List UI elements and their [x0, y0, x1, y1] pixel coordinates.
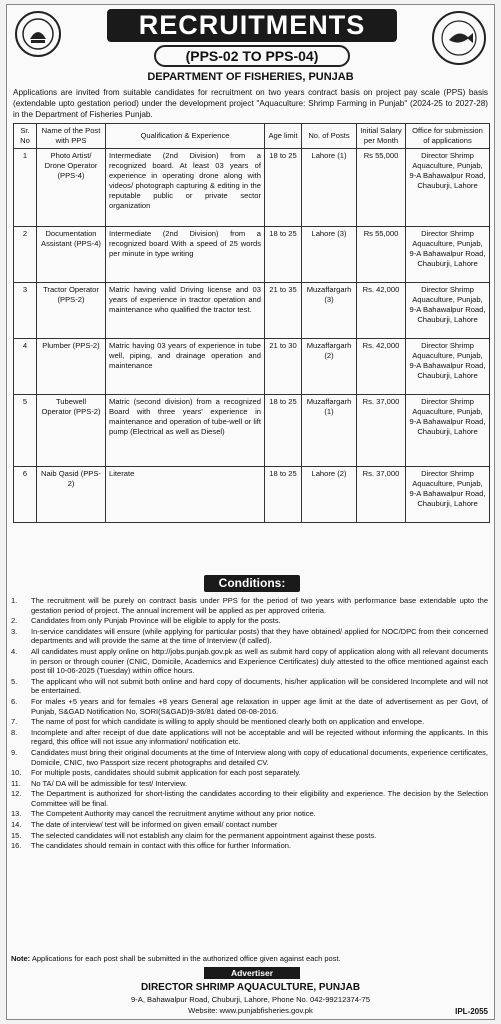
condition-number: 16.	[11, 841, 22, 851]
footer-organization: DIRECTOR SHRIMP AQUACULTURE, PUNJAB	[140, 982, 361, 993]
header-salary: Initial Salary per Month	[357, 124, 406, 149]
row-posts: Lahore (2)	[302, 467, 357, 523]
condition-number: 3.	[11, 626, 18, 636]
list-item	[11, 596, 488, 615]
row-sr: 5	[14, 395, 37, 467]
table-row	[14, 339, 490, 395]
list-item	[11, 717, 488, 727]
row-posts: Lahore (3)	[302, 227, 357, 283]
row-salary: Rs. 37,000	[357, 395, 406, 467]
row-salary: Rs 55,000	[357, 227, 406, 283]
row-sr: 1	[14, 149, 37, 227]
condition-text: The date of interview/ test will be informed on given email/ contact number	[31, 820, 278, 830]
table-row	[14, 227, 490, 283]
row-qualification: Matric having 03 years of experience in tube well, piping, and drainage operation and maintenance	[106, 339, 265, 395]
header-post-name: Name of the Post with PPS	[37, 124, 106, 149]
conditions-list	[11, 596, 488, 852]
condition-text: No TA/ DA will be admissible for test/ Interview.	[31, 778, 188, 788]
condition-text: The applicant who will not submit both online and hard copy of documents, his/her application will be considered Incomplete and will not be entertained.	[31, 676, 488, 696]
row-post: Plumber (PPS-2)	[37, 339, 106, 395]
table-row	[14, 149, 490, 227]
row-office: Director Shrimp Aquaculture, Punjab, 9-A Bahawalpur Road, Chauburji, Lahore	[406, 283, 490, 339]
condition-number: 2.	[11, 616, 18, 626]
row-post: Documentation Assistant (PPS-4)	[37, 227, 106, 283]
list-item	[11, 789, 488, 808]
row-office: Director Shrimp Aquaculture, Punjab, 9-A Bahawalpur Road, Chauburji, Lahore	[406, 467, 490, 523]
row-age: 21 to 30	[265, 339, 302, 395]
row-office: Director Shrimp Aquaculture, Punjab, 9-A Bahawalpur Road, Chauburji, Lahore	[406, 339, 490, 395]
condition-number: 4.	[11, 646, 18, 656]
advertiser-label: Advertiser	[204, 967, 300, 979]
list-item	[11, 779, 488, 789]
conditions-heading: Conditions:	[204, 575, 300, 592]
row-qualification: Intermediate (2nd Division) from a recognized board. At least 03 years of experience in operating drone along with videos/ photograph capturing & editing in the reputable public or private sector organization	[106, 149, 265, 227]
header-sr-no: Sr. No	[14, 124, 37, 149]
row-posts: Muzaffargarh (1)	[302, 395, 357, 467]
header-office: Office for submission of applications	[406, 124, 490, 149]
row-sr: 6	[14, 467, 37, 523]
row-posts: Muzaffargarh (3)	[302, 283, 357, 339]
row-age: 21 to 35	[265, 283, 302, 339]
page-title: RECRUITMENTS	[107, 9, 397, 42]
condition-text: The name of post for which candidate is willing to apply should be mentioned clearly both on application and envelope.	[31, 717, 425, 727]
row-salary: Rs. 37,000	[357, 467, 406, 523]
row-qualification: Matric having valid Driving license and 03 years of experience in tractor operation and maintenance who qualified the tractor test.	[106, 283, 265, 339]
note	[11, 954, 488, 964]
list-item	[11, 616, 488, 626]
row-posts: Lahore (1)	[302, 149, 357, 227]
row-qualification: Matric (second division) from a recognized Board with three years' experience in maintenance and operation of tube-well or lift pump (Electrical as well as Diesel)	[106, 395, 265, 467]
row-post: Photo Artist/ Drone Operator (PPS-4)	[37, 149, 106, 227]
intro-paragraph: Applications are invited from suitable candidates for recruitment on two years contract basis on project pay scale (PPS) basis (extendable upto gestation period) under the development project "Aquaculture: Shrimp Farming in Punjab" (2024-25 to 2027-28) in the Department of Fisheries Punjab.	[13, 88, 488, 119]
row-office: Director Shrimp Aquaculture, Punjab, 9-A Bahawalpur Road, Chauburji, Lahore	[406, 395, 490, 467]
list-item	[11, 677, 488, 696]
row-age: 18 to 25	[265, 467, 302, 523]
row-sr: 3	[14, 283, 37, 339]
condition-text: Candidates must bring their original documents at the time of Interview along with copy of educational documents, experience certificates, Domicile, CNIC, two Passport size recent photographs and detailed CV.	[31, 747, 488, 767]
pay-scale-range: (PPS-02 TO PPS-04)	[154, 45, 350, 67]
header	[7, 5, 494, 81]
condition-number: 9.	[11, 747, 18, 757]
list-item	[11, 647, 488, 676]
condition-number: 8.	[11, 727, 18, 737]
list-item	[11, 728, 488, 747]
condition-number: 7.	[11, 717, 18, 727]
condition-number: 5.	[11, 676, 18, 686]
condition-number: 13.	[11, 809, 22, 819]
footer-website: Website: www.punjabfisheries.gov.pk	[188, 1006, 313, 1015]
row-age: 18 to 25	[265, 227, 302, 283]
condition-text: For multiple posts, candidates should submit application for each post separately.	[31, 768, 301, 778]
note-label: Note:	[11, 954, 31, 963]
row-office: Director Shrimp Aquaculture, Punjab, 9-A Bahawalpur Road, Chauburji, Lahore	[406, 149, 490, 227]
footer	[7, 981, 494, 1016]
condition-number: 10.	[11, 768, 22, 778]
list-item	[11, 809, 488, 819]
note-text: Applications for each post shall be submitted in the authorized office given against each post.	[31, 954, 341, 963]
row-age: 18 to 25	[265, 395, 302, 467]
list-item	[11, 768, 488, 778]
list-item	[11, 697, 488, 716]
condition-number: 15.	[11, 830, 22, 840]
row-posts: Muzaffargarh (2)	[302, 339, 357, 395]
fish-icon	[439, 18, 479, 58]
posts-table	[13, 123, 490, 523]
table-row	[14, 395, 490, 467]
condition-number: 6.	[11, 696, 18, 706]
condition-text: The Department is authorized for short-listing the candidates according to their eligibility and experience. The decision by the Selection Committee will be final.	[31, 789, 488, 808]
row-post: Naib Qasid (PPS-2)	[37, 467, 106, 523]
header-no-of-posts: No. of Posts	[302, 124, 357, 149]
row-age: 18 to 25	[265, 149, 302, 227]
ipl-number: IPL-2055	[455, 1007, 488, 1016]
condition-number: 11.	[11, 778, 21, 788]
punjab-government-logo	[15, 11, 61, 57]
row-sr: 4	[14, 339, 37, 395]
list-item	[11, 627, 488, 646]
row-salary: Rs. 42,000	[357, 339, 406, 395]
row-post: Tractor Operator (PPS-2)	[37, 283, 106, 339]
row-salary: Rs. 42,000	[357, 283, 406, 339]
condition-text: The recruitment will be purely on contract basis under PPS for the period of two years with performance base extendable upto the gestation period of project. The annual increment will be applied as per approved criteria.	[31, 596, 488, 615]
row-sr: 2	[14, 227, 37, 283]
row-post: Tubewell Operator (PPS-2)	[37, 395, 106, 467]
condition-text: Incomplete and after receipt of due date applications will not be acceptable and will be rejected without informing the applicants. In this regard, this office will not issue any information/ notification etc.	[31, 727, 488, 747]
condition-number: 12.	[11, 789, 22, 799]
condition-text: The candidates should remain in contact with this office for further Information.	[31, 841, 291, 851]
header-age-limit: Age limit	[265, 124, 302, 149]
condition-number: 14.	[11, 820, 22, 830]
row-salary: Rs 55,000	[357, 149, 406, 227]
table-row	[14, 467, 490, 523]
department-name: DEPARTMENT OF FISHERIES, PUNJAB	[147, 71, 354, 83]
condition-text: The selected candidates will not establish any claim for the permanent appointment against these posts.	[31, 830, 377, 840]
condition-text: In-service candidates will ensure (while applying for particular posts) that they have obtained/ applied for NOC/DPC from their concerned departments and will provide the same at the time of Interview (if called).	[31, 626, 488, 646]
table-row	[14, 283, 490, 339]
condition-number: 1.	[11, 596, 18, 605]
condition-text: The Competent Authority may cancel the recruitment anytime without any prior notice.	[31, 809, 316, 819]
advertisement-page	[6, 4, 495, 1020]
header-qualification: Qualification & Experience	[106, 124, 265, 149]
table-header-row	[14, 124, 490, 149]
row-qualification: Literate	[106, 467, 265, 523]
condition-text: Candidates from only Punjab Province will be eligible to apply for the posts.	[31, 616, 281, 626]
footer-address: 9-A, Bahawalpur Road, Chuburji, Lahore, Phone No. 042-99212374-75	[131, 995, 370, 1004]
list-item	[11, 831, 488, 841]
row-office: Director Shrimp Aquaculture, Punjab, 9-A Bahawalpur Road, Chauburji, Lahore	[406, 227, 490, 283]
condition-text: For males +5 years and for females +8 years General age relaxation in upper age limit at the date of advertisement as per Govt, of Punjab, S&GAD Notification No, SORI(S&GAD)9-36/81 dated 08-08-2016.	[31, 696, 488, 716]
condition-text: All candidates must apply online on http://jobs.punjab.gov.pk as well as submit hard copy of application along with all relevant documents in person or through courier (CNIC, Domicile, Academics and Experience Certificates) duly attested to the office mentioned against each post till 10-06-2025 (Tuesday) within office hours.	[31, 646, 488, 676]
emblem-icon	[21, 17, 55, 51]
list-item	[11, 748, 488, 767]
fisheries-department-logo	[432, 11, 486, 65]
list-item	[11, 841, 488, 851]
list-item	[11, 820, 488, 830]
row-qualification: Intermediate (2nd Division) from a recognized board With a speed of 25 words per minute in type writing	[106, 227, 265, 283]
